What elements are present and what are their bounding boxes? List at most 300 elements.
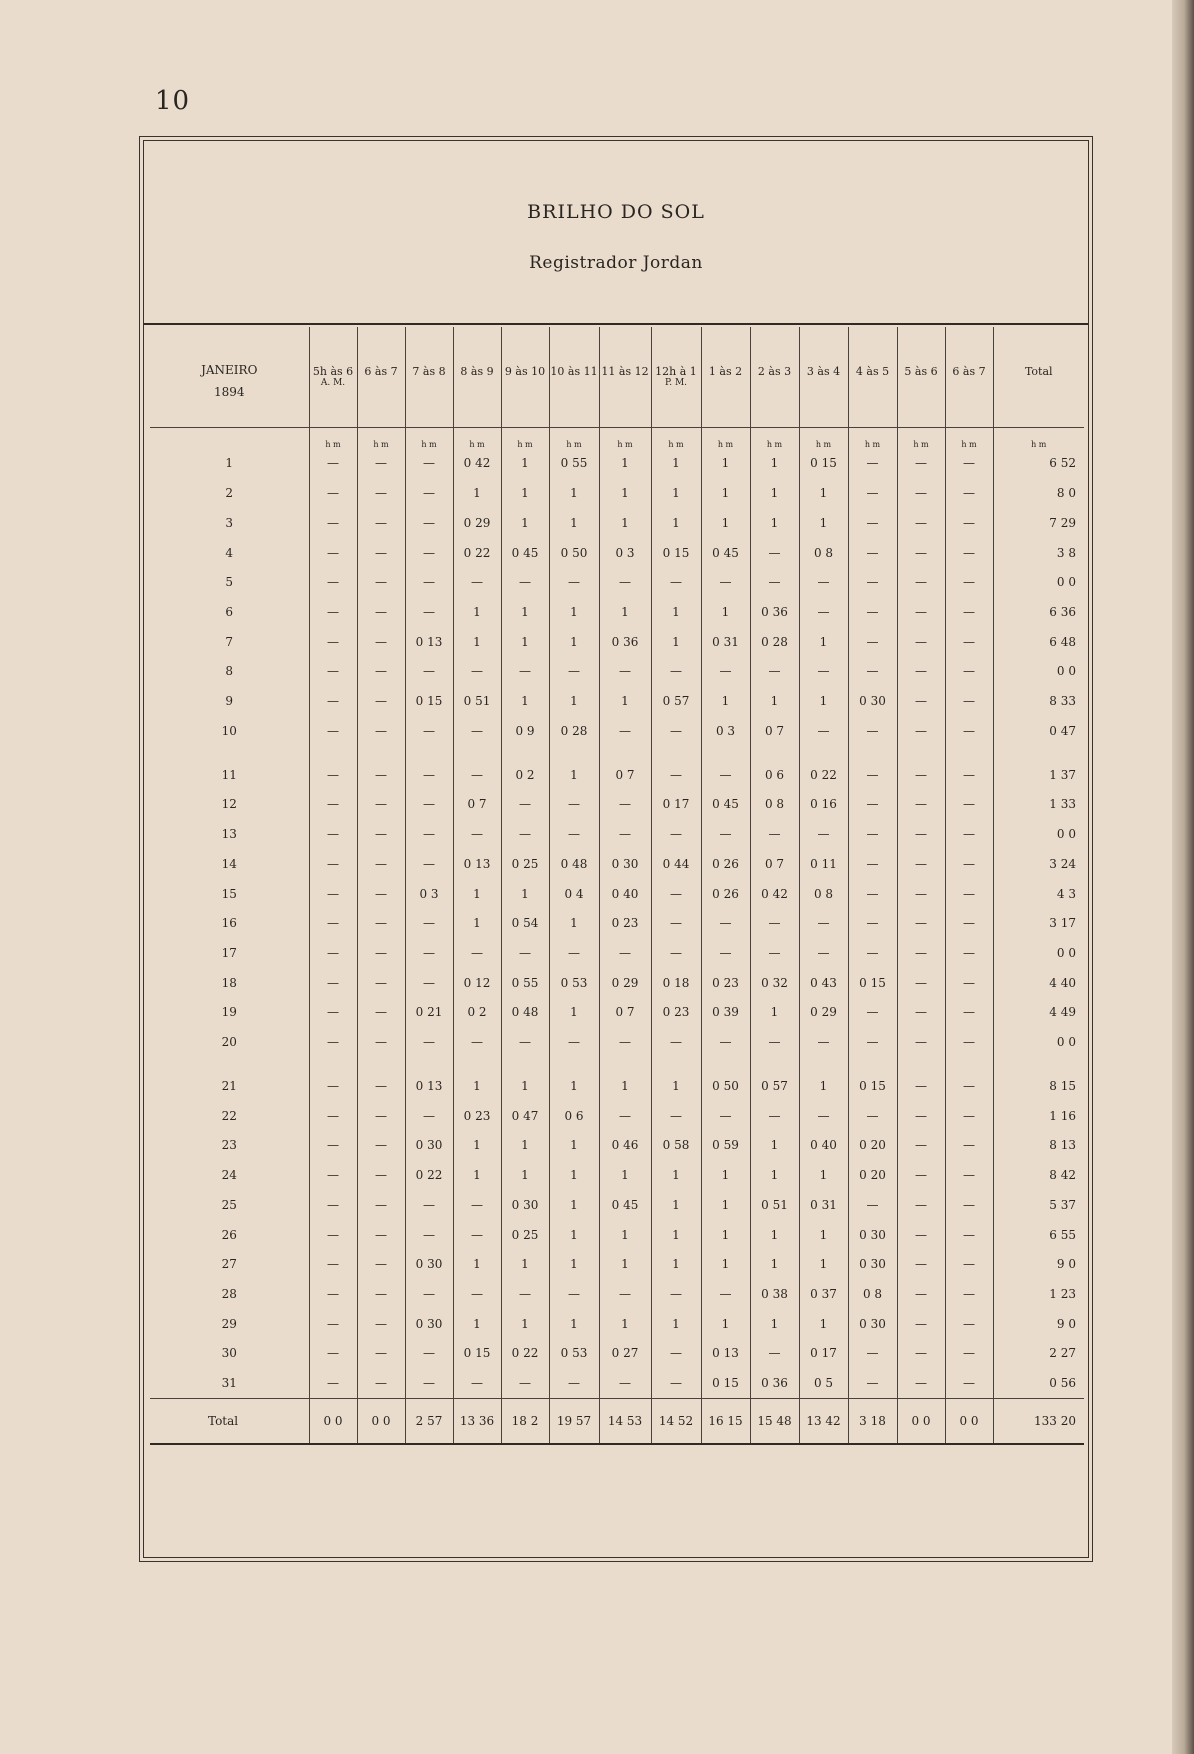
table-row: [150, 656, 1084, 686]
day-cell: 28: [221, 1286, 237, 1301]
page-number: 10: [155, 86, 191, 116]
table-row: [150, 938, 1084, 968]
hour-cell: 1: [799, 1309, 848, 1339]
hour-cell: —: [309, 1071, 357, 1101]
gap-cell: [150, 1057, 309, 1071]
hour-cell: 1: [701, 508, 750, 538]
row-total-cell: 0 0: [993, 656, 1084, 686]
hour-cell: —: [651, 1368, 701, 1398]
hour-cell: —: [897, 849, 945, 879]
column-header-period: [800, 378, 848, 390]
hour-cell: —: [549, 656, 599, 686]
hour-cell: 1: [750, 997, 799, 1027]
table-row: [150, 1249, 1084, 1279]
hour-cell: —: [405, 1220, 453, 1250]
hour-cell: 1: [799, 1160, 848, 1190]
hour-cell: —: [357, 1160, 405, 1190]
gap-cell: [599, 746, 651, 760]
gap-cell: [848, 1057, 897, 1071]
hour-cell: —: [309, 1131, 357, 1161]
hour-cell: —: [651, 879, 701, 909]
hour-cell: —: [309, 908, 357, 938]
row-total-cell: 8 13: [993, 1131, 1084, 1161]
hour-cell: —: [453, 1027, 501, 1057]
hour-cell: 0 26: [701, 879, 750, 909]
gap-cell: [150, 746, 309, 760]
hour-cell: —: [897, 1309, 945, 1339]
hour-cell: 1: [599, 1220, 651, 1250]
hour-cell: —: [501, 938, 549, 968]
hour-cell: —: [501, 567, 549, 597]
table-row: [150, 908, 1084, 938]
hour-cell: 0 28: [549, 716, 599, 746]
hour-cell: —: [651, 819, 701, 849]
hour-cell: —: [945, 879, 993, 909]
day-cell: 9: [225, 693, 234, 708]
hour-cell: —: [848, 1027, 897, 1057]
hour-cell: 1: [799, 686, 848, 716]
column-header: [309, 327, 357, 428]
hour-cell: —: [309, 819, 357, 849]
hour-cell: —: [897, 1190, 945, 1220]
hour-cell: 0 43: [799, 968, 848, 998]
hour-cell: —: [945, 686, 993, 716]
hour-cell: 1: [549, 508, 599, 538]
hour-cell: —: [599, 1368, 651, 1398]
hour-cell: 1: [501, 597, 549, 627]
hour-cell: —: [501, 656, 549, 686]
hour-cell: —: [357, 997, 405, 1027]
hour-cell: 1: [750, 1131, 799, 1161]
hour-cell: 0 50: [549, 538, 599, 568]
hour-cell: 0 8: [799, 538, 848, 568]
day-cell: 12: [221, 797, 237, 812]
hour-cell: —: [799, 938, 848, 968]
hour-cell: —: [651, 908, 701, 938]
table-row: [150, 879, 1084, 909]
column-header: [453, 327, 501, 428]
units-spacer: [150, 428, 309, 449]
hour-cell: 1: [750, 1249, 799, 1279]
row-total-cell: 8 42: [993, 1160, 1084, 1190]
hour-cell: —: [453, 1190, 501, 1220]
hour-cell: 1: [701, 597, 750, 627]
hour-cell: —: [651, 1101, 701, 1131]
unit-label: h m: [799, 428, 848, 449]
hour-cell: 0 23: [453, 1101, 501, 1131]
hour-cell: —: [309, 997, 357, 1027]
hour-cell: —: [549, 1027, 599, 1057]
hour-cell: 0 47: [501, 1101, 549, 1131]
hour-cell: 0 7: [453, 790, 501, 820]
hour-cell: —: [897, 1160, 945, 1190]
hour-cell: —: [945, 597, 993, 627]
row-total-cell: 6 36: [993, 597, 1084, 627]
hour-cell: —: [357, 938, 405, 968]
hour-cell: —: [309, 627, 357, 657]
table-row: [150, 790, 1084, 820]
table-row: [150, 1101, 1084, 1131]
unit-label: h m: [453, 428, 501, 449]
hour-cell: —: [309, 538, 357, 568]
hour-cell: —: [599, 716, 651, 746]
hour-cell: 0 44: [651, 849, 701, 879]
gap-cell: [701, 1057, 750, 1071]
hour-cell: —: [357, 908, 405, 938]
column-header-label: 12h à 1: [655, 364, 697, 378]
day-cell: 15: [221, 886, 237, 901]
hour-cell: —: [897, 760, 945, 790]
gap-cell: [799, 746, 848, 760]
row-total-cell: 4 40: [993, 968, 1084, 998]
gap-cell: [453, 1057, 501, 1071]
row-total-cell: 3 17: [993, 908, 1084, 938]
hour-cell: —: [405, 656, 453, 686]
day-cell: 24: [221, 1168, 237, 1183]
hour-cell: 0 15: [799, 449, 848, 479]
hour-cell: 1: [750, 686, 799, 716]
hour-cell: —: [453, 1220, 501, 1250]
hour-cell: —: [453, 1368, 501, 1398]
hour-cell: 0 23: [599, 908, 651, 938]
column-header-label: 6 às 7: [952, 364, 986, 378]
hour-cell: —: [405, 1027, 453, 1057]
hour-cell: —: [357, 1071, 405, 1101]
hour-cell: —: [897, 1249, 945, 1279]
hour-cell: —: [848, 567, 897, 597]
hour-cell: —: [701, 1101, 750, 1131]
hour-cell: —: [549, 819, 599, 849]
hour-cell: —: [651, 1279, 701, 1309]
column-total-cell: 16 15: [701, 1399, 750, 1445]
unit-label: h m: [701, 428, 750, 449]
column-header: [405, 327, 453, 428]
hour-cell: 0 18: [651, 968, 701, 998]
hour-cell: —: [309, 686, 357, 716]
row-gap: [150, 1057, 1084, 1071]
gap-cell: [750, 746, 799, 760]
column-header-period: [898, 378, 945, 390]
hour-cell: 1: [501, 1309, 549, 1339]
hour-cell: —: [897, 790, 945, 820]
table-row: [150, 538, 1084, 568]
hour-cell: 1: [599, 1160, 651, 1190]
hour-cell: —: [897, 567, 945, 597]
hour-cell: —: [848, 1190, 897, 1220]
hour-cell: 0 7: [750, 716, 799, 746]
gap-cell: [897, 1057, 945, 1071]
hour-cell: 1: [549, 1309, 599, 1339]
table-row: [150, 716, 1084, 746]
row-total-cell: 9 0: [993, 1249, 1084, 1279]
hour-cell: 1: [549, 997, 599, 1027]
hour-cell: 0 22: [799, 760, 848, 790]
hour-cell: 1: [549, 597, 599, 627]
hour-cell: 0 7: [750, 849, 799, 879]
row-total-cell: 1 33: [993, 790, 1084, 820]
column-header: [993, 327, 1084, 428]
gap-cell: [501, 746, 549, 760]
table-row: [150, 997, 1084, 1027]
hour-cell: —: [945, 1249, 993, 1279]
hour-cell: 0 16: [799, 790, 848, 820]
hour-cell: —: [897, 1101, 945, 1131]
hour-cell: 1: [453, 1071, 501, 1101]
gap-cell: [651, 1057, 701, 1071]
hour-cell: 1: [651, 627, 701, 657]
hour-cell: 0 26: [701, 849, 750, 879]
column-header-label: 2 às 3: [757, 364, 792, 378]
hour-cell: —: [848, 819, 897, 849]
hour-cell: 0 5: [799, 1368, 848, 1398]
hour-cell: —: [897, 1368, 945, 1398]
hour-cell: 0 36: [750, 1368, 799, 1398]
hour-cell: 0 2: [501, 760, 549, 790]
gap-cell: [993, 1057, 1084, 1071]
day-cell: 17: [221, 945, 237, 960]
hour-cell: 1: [453, 1131, 501, 1161]
hour-cell: 0 21: [405, 997, 453, 1027]
hour-cell: —: [848, 849, 897, 879]
hour-cell: —: [848, 597, 897, 627]
unit-label: h m: [651, 428, 701, 449]
hour-cell: —: [848, 879, 897, 909]
column-header: [848, 327, 897, 428]
unit-label: h m: [405, 428, 453, 449]
hour-cell: 0 4: [549, 879, 599, 909]
column-header: [799, 327, 848, 428]
hour-cell: —: [848, 1101, 897, 1131]
hour-cell: —: [357, 1027, 405, 1057]
column-header: [750, 327, 799, 428]
hour-cell: 1: [799, 478, 848, 508]
column-total-cell: 14 52: [651, 1399, 701, 1445]
hour-cell: —: [897, 538, 945, 568]
table-row: [150, 1220, 1084, 1250]
table-title: BRILHO DO SOL: [527, 201, 705, 223]
hour-cell: —: [405, 790, 453, 820]
hour-cell: —: [599, 567, 651, 597]
hour-cell: 1: [501, 1131, 549, 1161]
hour-cell: 0 31: [799, 1190, 848, 1220]
hour-cell: —: [549, 938, 599, 968]
hour-cell: —: [897, 1071, 945, 1101]
hour-cell: 1: [501, 1071, 549, 1101]
hour-cell: —: [549, 790, 599, 820]
table-subtitle: Registrador Jordan: [529, 253, 703, 273]
hour-cell: —: [848, 1368, 897, 1398]
day-cell: 7: [225, 634, 234, 649]
hour-cell: 1: [651, 508, 701, 538]
column-header: [651, 327, 701, 428]
hour-cell: 0 15: [405, 686, 453, 716]
day-cell: 27: [221, 1257, 237, 1272]
hour-cell: —: [701, 567, 750, 597]
hour-cell: —: [945, 478, 993, 508]
hour-cell: —: [599, 656, 651, 686]
column-total-cell: 0 0: [357, 1399, 405, 1445]
column-total-cell: 0 0: [897, 1399, 945, 1445]
hour-cell: —: [357, 1131, 405, 1161]
row-total-cell: 4 49: [993, 997, 1084, 1027]
hour-cell: —: [651, 567, 701, 597]
hour-cell: —: [848, 449, 897, 479]
column-header-period: [454, 378, 501, 390]
table-row: [150, 849, 1084, 879]
column-header-period: [849, 378, 897, 390]
unit-label: h m: [848, 428, 897, 449]
hour-cell: 1: [501, 1249, 549, 1279]
column-header-label: 5 às 6: [904, 364, 938, 378]
hour-cell: —: [309, 656, 357, 686]
hour-cell: 0 7: [599, 760, 651, 790]
hour-cell: 1: [799, 508, 848, 538]
hour-cell: —: [405, 1338, 453, 1368]
gap-cell: [357, 746, 405, 760]
hour-cell: 0 36: [599, 627, 651, 657]
hour-cell: —: [945, 1309, 993, 1339]
header-row: [150, 327, 1084, 428]
hour-cell: —: [848, 760, 897, 790]
hour-cell: 1: [549, 627, 599, 657]
hour-cell: —: [750, 1101, 799, 1131]
hour-cell: —: [701, 1027, 750, 1057]
column-header-label: 3 às 4: [806, 364, 841, 378]
day-cell: 1: [225, 456, 234, 471]
hour-cell: 1: [501, 627, 549, 657]
hour-cell: —: [897, 597, 945, 627]
row-total-cell: 0 56: [993, 1368, 1084, 1398]
hour-cell: 1: [599, 1309, 651, 1339]
hour-cell: —: [799, 656, 848, 686]
hour-cell: 0 30: [405, 1249, 453, 1279]
table-row: [150, 478, 1084, 508]
hour-cell: —: [405, 716, 453, 746]
column-header-label: Total: [1024, 364, 1053, 378]
hour-cell: 0 13: [701, 1338, 750, 1368]
column-header-label: 11 às 12: [601, 364, 649, 378]
row-total-cell: 0 0: [993, 938, 1084, 968]
hour-cell: 1: [453, 1249, 501, 1279]
hour-cell: —: [501, 790, 549, 820]
column-header: [357, 327, 405, 428]
hour-cell: 1: [453, 879, 501, 909]
table-frame: [143, 140, 1089, 1558]
hour-cell: 1: [651, 1249, 701, 1279]
row-total-cell: 8 33: [993, 686, 1084, 716]
hour-cell: —: [309, 478, 357, 508]
hour-cell: —: [897, 1338, 945, 1368]
hour-cell: —: [357, 478, 405, 508]
hour-cell: —: [309, 1249, 357, 1279]
hour-cell: —: [848, 716, 897, 746]
hour-cell: —: [357, 716, 405, 746]
hour-cell: 0 39: [701, 997, 750, 1027]
hour-cell: 0 8: [799, 879, 848, 909]
hour-cell: 1: [651, 597, 701, 627]
column-total-cell: 133 20: [993, 1399, 1084, 1445]
day-cell: 19: [221, 1005, 237, 1020]
table-row: [150, 1071, 1084, 1101]
hour-cell: —: [945, 716, 993, 746]
row-total-cell: 1 23: [993, 1279, 1084, 1309]
hour-cell: 1: [651, 1309, 701, 1339]
column-header-period: [502, 378, 549, 390]
hour-cell: —: [848, 997, 897, 1027]
hour-cell: 0 40: [799, 1131, 848, 1161]
hour-cell: —: [453, 567, 501, 597]
hour-cell: —: [897, 1131, 945, 1161]
unit-label: h m: [945, 428, 993, 449]
hour-cell: —: [799, 716, 848, 746]
table-row: [150, 1279, 1084, 1309]
hour-cell: 0 13: [405, 1071, 453, 1101]
table-row: [150, 1368, 1084, 1398]
hour-cell: 1: [651, 1190, 701, 1220]
hour-cell: 1: [453, 627, 501, 657]
hour-cell: 1: [501, 508, 549, 538]
hour-cell: 1: [651, 1220, 701, 1250]
column-total-cell: 0 0: [309, 1399, 357, 1445]
hour-cell: 1: [599, 508, 651, 538]
hour-cell: —: [357, 597, 405, 627]
hour-cell: 0 3: [701, 716, 750, 746]
hour-cell: 0 3: [599, 538, 651, 568]
hour-cell: —: [945, 1071, 993, 1101]
column-header: [501, 327, 549, 428]
gap-cell: [309, 1057, 357, 1071]
hour-cell: —: [897, 819, 945, 849]
hour-cell: —: [848, 538, 897, 568]
column-header-period: [946, 378, 993, 390]
hour-cell: 1: [651, 1160, 701, 1190]
hour-cell: 0 15: [453, 1338, 501, 1368]
hour-cell: 0 57: [750, 1071, 799, 1101]
hour-cell: —: [501, 1027, 549, 1057]
hour-cell: —: [897, 1027, 945, 1057]
hour-cell: 1: [549, 908, 599, 938]
hour-cell: —: [357, 1309, 405, 1339]
gap-cell: [501, 1057, 549, 1071]
hour-cell: 0 9: [501, 716, 549, 746]
table-row: [150, 760, 1084, 790]
hour-cell: —: [309, 567, 357, 597]
hour-cell: 0 23: [651, 997, 701, 1027]
hour-cell: —: [701, 760, 750, 790]
year-label: 1894: [213, 385, 245, 399]
gap-cell: [701, 746, 750, 760]
hour-cell: —: [599, 938, 651, 968]
hour-cell: —: [405, 1279, 453, 1309]
hour-cell: —: [357, 656, 405, 686]
hour-cell: 1: [549, 1131, 599, 1161]
hour-cell: 1: [453, 1160, 501, 1190]
day-cell: 26: [221, 1227, 237, 1242]
hour-cell: —: [599, 819, 651, 849]
hour-cell: —: [599, 1027, 651, 1057]
hour-cell: 1: [549, 1249, 599, 1279]
totals-label: Total: [150, 1399, 309, 1445]
hour-cell: 1: [799, 627, 848, 657]
hour-cell: 0 46: [599, 1131, 651, 1161]
hour-cell: 0 30: [501, 1190, 549, 1220]
column-header-label: 6 às 7: [364, 364, 398, 378]
hour-cell: 0 25: [501, 1220, 549, 1250]
hour-cell: —: [799, 1101, 848, 1131]
hour-cell: 1: [701, 686, 750, 716]
row-total-cell: 6 55: [993, 1220, 1084, 1250]
title-block: [144, 141, 1088, 325]
